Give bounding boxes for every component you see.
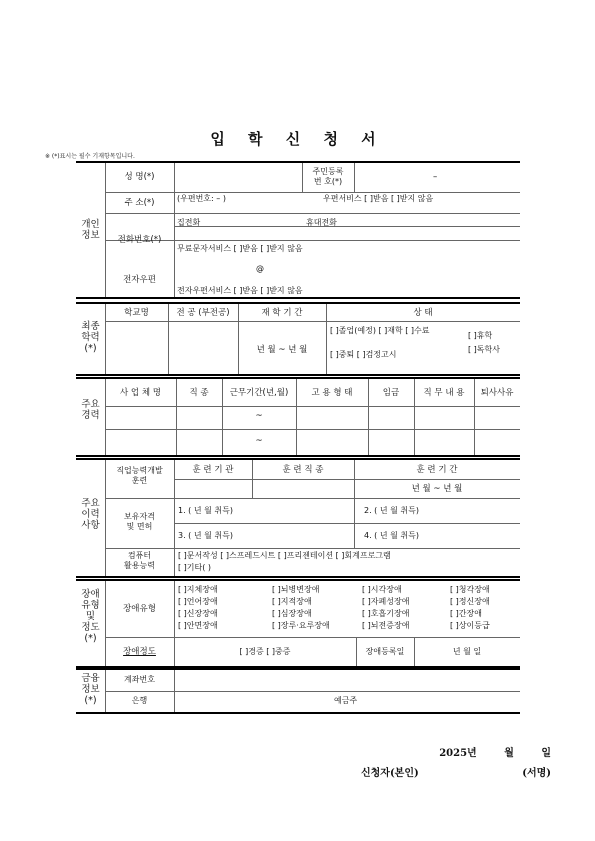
career-category: 주요 경력 bbox=[81, 399, 100, 421]
application-date[interactable]: 2025년 월 일 bbox=[439, 748, 551, 759]
section-personal bbox=[76, 161, 520, 299]
license-item-3[interactable]: 3. ( 년 월 취득) bbox=[178, 531, 233, 540]
disability-type-option[interactable]: [ ]정신장애 bbox=[450, 597, 490, 606]
postal-service-option[interactable]: 우편서비스 [ ]받음 [ ]받지 않음 bbox=[323, 194, 434, 203]
career-header-job: 직 종 bbox=[189, 388, 209, 398]
training-header-period: 훈 련 기 간 bbox=[416, 465, 458, 475]
license-item-1[interactable]: 1. ( 년 월 취득) bbox=[178, 506, 233, 515]
disability-type-option[interactable]: [ ]안면장애 bbox=[178, 621, 218, 630]
disability-type-option[interactable]: [ ]시각장애 bbox=[362, 585, 402, 594]
rrn-dash: – bbox=[433, 172, 438, 182]
holder-label: 예금주 bbox=[334, 696, 358, 705]
account-label: 계좌번호 bbox=[124, 675, 155, 684]
page-title: 입 학 신 청 서 bbox=[210, 130, 385, 148]
license-label: 보유자격 및 면허 bbox=[124, 512, 155, 531]
applicant-signature[interactable]: 신청자(본인) (서명) bbox=[360, 768, 551, 779]
computer-options-2[interactable]: [ ]기타( ) bbox=[178, 563, 212, 572]
disability-type-option[interactable]: [ ]상이등급 bbox=[450, 621, 490, 630]
disability-type-option[interactable]: [ ]청각장애 bbox=[450, 585, 490, 594]
bank-label: 은행 bbox=[131, 696, 148, 705]
edu-header-status: 상 태 bbox=[413, 308, 433, 318]
license-item-4[interactable]: 4. ( 년 월 취득) bbox=[364, 531, 419, 540]
phone-label: 전화번호(*) bbox=[117, 235, 162, 245]
edu-status-leave[interactable]: [ ]휴학 bbox=[468, 331, 493, 340]
disability-type-option[interactable]: [ ]언어장애 bbox=[178, 597, 218, 606]
computer-options-1[interactable]: [ ]문서작성 [ ]스프레드시트 [ ]프리젠테이션 [ ]회계프로그램 bbox=[178, 551, 391, 560]
edu-status-line2[interactable]: [ ]중퇴 [ ]검정고시 bbox=[330, 350, 397, 359]
edu-status-line1[interactable]: [ ]졸업(예정) [ ]재학 [ ]수료 bbox=[330, 326, 430, 335]
edu-status-self[interactable]: [ ]독학사 bbox=[468, 345, 500, 354]
edu-header-major: 전 공 (부전공) bbox=[176, 308, 230, 318]
career-header-period: 근무기간(년,월) bbox=[229, 388, 289, 398]
section-disability bbox=[76, 579, 520, 668]
disability-reg-date-value[interactable]: 년 월 일 bbox=[452, 647, 482, 656]
training-header-field: 훈 련 직 종 bbox=[282, 465, 324, 475]
disability-type-label: 장애유형 bbox=[123, 604, 156, 614]
email-at: @ bbox=[256, 264, 264, 273]
edu-header-school: 학교명 bbox=[124, 308, 149, 318]
disability-degree-options[interactable]: [ ]경증 [ ]중증 bbox=[239, 647, 291, 656]
disability-type-option[interactable]: [ ]자폐성장애 bbox=[362, 597, 410, 606]
disability-type-option[interactable]: [ ]뇌병변장애 bbox=[272, 585, 320, 594]
edu-header-period: 재 학 기 간 bbox=[261, 308, 303, 318]
disability-type-option[interactable]: [ ]지적장애 bbox=[272, 597, 312, 606]
zip-code[interactable]: (우편번호: – ) bbox=[177, 194, 226, 203]
computer-label: 컴퓨터 활용능력 bbox=[124, 551, 155, 570]
name-field[interactable] bbox=[174, 163, 302, 192]
edu-period-value[interactable]: 년 월 ~ 년 월 bbox=[256, 345, 308, 355]
disability-reg-date-label: 장애등록일 bbox=[365, 647, 405, 656]
address-label: 주 소(*) bbox=[124, 198, 155, 208]
career-header-company: 사 업 체 명 bbox=[120, 388, 161, 398]
name-label: 성 명(*) bbox=[124, 172, 155, 182]
disability-type-option[interactable]: [ ]신장장애 bbox=[178, 609, 218, 618]
disability-type-grid bbox=[174, 581, 520, 637]
disability-type-option[interactable]: [ ]호흡기장애 bbox=[362, 609, 410, 618]
career-header-employment: 고 용 형 태 bbox=[311, 388, 353, 398]
email-label: 전자우편 bbox=[123, 275, 156, 285]
training-label: 직업능력개발 훈련 bbox=[116, 466, 163, 485]
finance-category: 금융 정보 (*) bbox=[81, 673, 100, 706]
home-phone-label: 집전화 bbox=[177, 218, 201, 227]
section-history bbox=[76, 458, 520, 578]
required-note: ※ (*)표시는 필수 기재항목입니다. bbox=[45, 153, 135, 160]
section-education bbox=[76, 302, 520, 376]
disability-type-option[interactable]: [ ]뇌전증장애 bbox=[362, 621, 410, 630]
disability-type-option[interactable]: [ ]지체장애 bbox=[178, 585, 218, 594]
training-header-institution: 훈 련 기 관 bbox=[192, 465, 234, 475]
history-category: 주요 이력 사항 bbox=[81, 498, 100, 531]
career-row1-period[interactable]: ~ bbox=[255, 411, 263, 421]
training-period-value[interactable]: 년 월 ~ 년 월 bbox=[411, 484, 463, 494]
rrn-label: 주민등록 번 호(*) bbox=[312, 167, 344, 186]
section-finance bbox=[76, 668, 520, 714]
section-career bbox=[76, 377, 520, 457]
disability-type-option[interactable]: [ ]간장애 bbox=[450, 609, 482, 618]
disability-category: 장애 유형 및 정도 (*) bbox=[81, 589, 100, 644]
disability-type-option[interactable]: [ ]장루·요루장애 bbox=[272, 621, 330, 630]
disability-type-option[interactable]: [ ]심장장애 bbox=[272, 609, 312, 618]
email-service-option[interactable]: 전자우편서비스 [ ]받음 [ ]받지 않음 bbox=[177, 286, 303, 295]
career-header-reason: 퇴사사유 bbox=[480, 388, 514, 398]
disability-degree-label: 장애정도 bbox=[123, 647, 156, 657]
career-header-duty: 직 무 내 용 bbox=[423, 388, 465, 398]
education-category: 최종 학력 (*) bbox=[81, 321, 100, 354]
career-row2-period[interactable]: ~ bbox=[255, 436, 263, 446]
personal-category: 개인 정보 bbox=[81, 219, 100, 241]
career-header-wage: 임금 bbox=[382, 388, 400, 398]
sms-service-option[interactable]: 무료문자서비스 [ ]받음 [ ]받지 않음 bbox=[177, 244, 303, 253]
mobile-phone-label: 휴대전화 bbox=[306, 218, 337, 227]
license-item-2[interactable]: 2. ( 년 월 취득) bbox=[364, 506, 419, 515]
